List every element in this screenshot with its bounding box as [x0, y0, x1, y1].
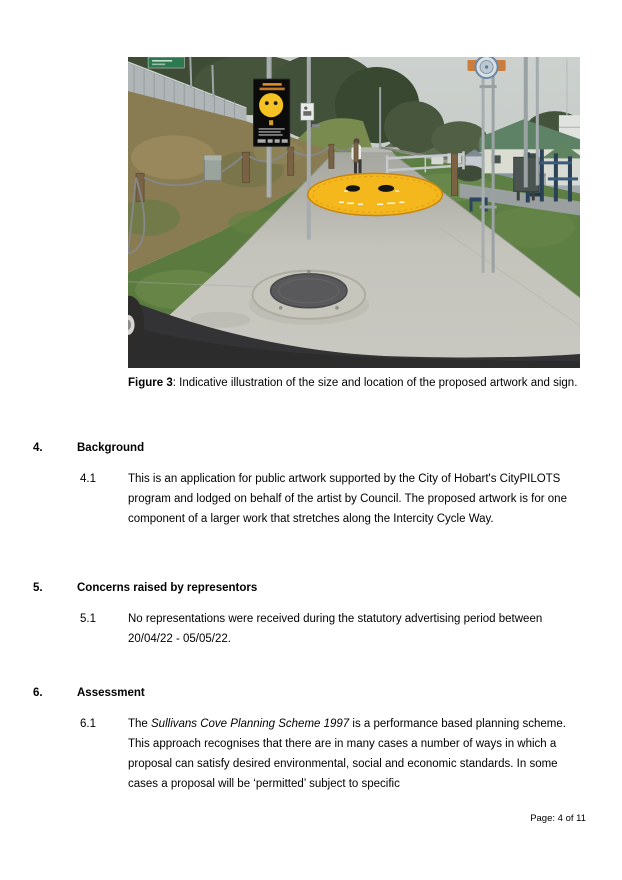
proposed-artwork-circle — [308, 173, 443, 215]
clause-5-1-number: 5.1 — [80, 613, 96, 625]
clause-5-1-row — [80, 609, 588, 649]
figure-3-caption — [128, 373, 586, 393]
section-6-heading: Assessment — [77, 687, 145, 699]
clause-4-1-text: This is an application for public artwork supported by the City of Hobart's CityPILOTS program and lodged on behalf of the artist by Council. The proposed artwork is for one component of a larger work that stretches along the Intercity Cycle Way. — [128, 473, 567, 525]
planning-scheme-title: Sullivans Cove Planning Scheme 1997 — [151, 718, 350, 730]
figure-3-photo — [128, 57, 580, 368]
clause-6-1-prefix: The — [128, 718, 152, 730]
section-5-heading: Concerns raised by representors — [77, 582, 258, 594]
street-name-sign — [148, 57, 184, 68]
section-4-heading-row — [33, 441, 144, 456]
section-6-heading-row — [33, 686, 145, 701]
section-4-heading: Background — [77, 442, 145, 454]
clause-4-1-number: 4.1 — [80, 473, 96, 485]
clause-4-1-row — [80, 469, 588, 529]
utility-box — [204, 155, 221, 180]
light-pole-distant — [379, 87, 381, 149]
artwork-sign — [254, 79, 290, 146]
clause-6-1-number: 6.1 — [80, 718, 96, 730]
clause-6-1-suffix: is a performance based planning scheme. This approach recognises that there are in many cases a number of ways in which a proposal can satisfy desired environmental, social and economic standards. In some cases a proposal will be ‘permitted’ subject to specific — [128, 718, 566, 790]
shrub — [454, 165, 484, 181]
figure-label: Figure 3 — [128, 377, 173, 389]
section-5-heading-row — [33, 581, 257, 596]
sign-smiley-face — [259, 93, 283, 117]
clause-5-1-text: No representations were received during the statutory advertising period between 20/04/22 - 05/05/22. — [128, 613, 543, 645]
figure-caption-text: : Indicative illustration of the size and location of the proposed artwork and sign. — [172, 377, 578, 389]
manhole-cover — [249, 270, 370, 325]
section-4-number: 4. — [33, 442, 43, 454]
shared-path-sign — [301, 103, 314, 120]
clause-6-1-row — [80, 714, 588, 794]
page-number-footer: Page: 4 of 11 — [530, 813, 586, 824]
cycleway-photo-illustration — [128, 57, 580, 368]
clause-6-1-text — [128, 714, 588, 794]
figure-3 — [128, 57, 580, 393]
section-5-number: 5. — [33, 582, 43, 594]
section-6-number: 6. — [33, 687, 43, 699]
